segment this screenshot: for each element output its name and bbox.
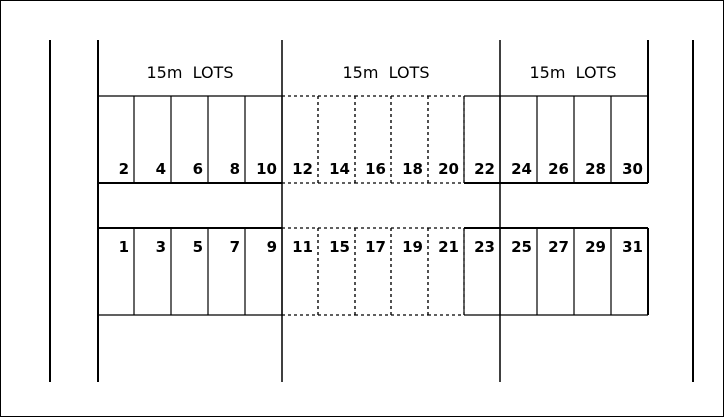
top-lot-number: 4	[155, 160, 166, 178]
bottom-lot-number: 1	[118, 238, 129, 256]
bottom-lot-number: 25	[511, 238, 532, 256]
bottom-lot-number: 23	[474, 238, 495, 256]
group-label-2: 15m LOTS	[342, 63, 430, 82]
bottom-lot-number: 27	[548, 238, 569, 256]
top-lot-number: 12	[292, 160, 313, 178]
bottom-lot-number: 21	[438, 238, 459, 256]
top-lot-number: 30	[622, 160, 643, 178]
top-lot-number: 18	[402, 160, 423, 178]
top-lot-number: 28	[585, 160, 606, 178]
top-lot-number: 6	[192, 160, 203, 178]
bottom-lot-number: 29	[585, 238, 606, 256]
top-lot-number: 10	[256, 160, 277, 178]
bottom-lot-number: 11	[292, 238, 313, 256]
bottom-lot-number: 17	[365, 238, 386, 256]
top-lot-number: 16	[365, 160, 386, 178]
top-lot-number: 8	[229, 160, 240, 178]
top-lot-number: 22	[474, 160, 495, 178]
bottom-lot-number: 3	[155, 238, 166, 256]
bottom-lot-number: 7	[229, 238, 240, 256]
top-lot-number: 14	[329, 160, 350, 178]
bottom-lot-number: 15	[329, 238, 350, 256]
top-lot-number: 24	[511, 160, 532, 178]
bottom-lot-number: 19	[402, 238, 423, 256]
top-lot-number: 26	[548, 160, 569, 178]
group-label-1: 15m LOTS	[146, 63, 234, 82]
bottom-lot-number: 9	[266, 238, 277, 256]
group-label-3: 15m LOTS	[529, 63, 617, 82]
bottom-lot-number: 5	[192, 238, 203, 256]
top-lot-number: 20	[438, 160, 459, 178]
top-lot-number: 2	[118, 160, 129, 178]
bottom-lot-number: 31	[622, 238, 643, 256]
